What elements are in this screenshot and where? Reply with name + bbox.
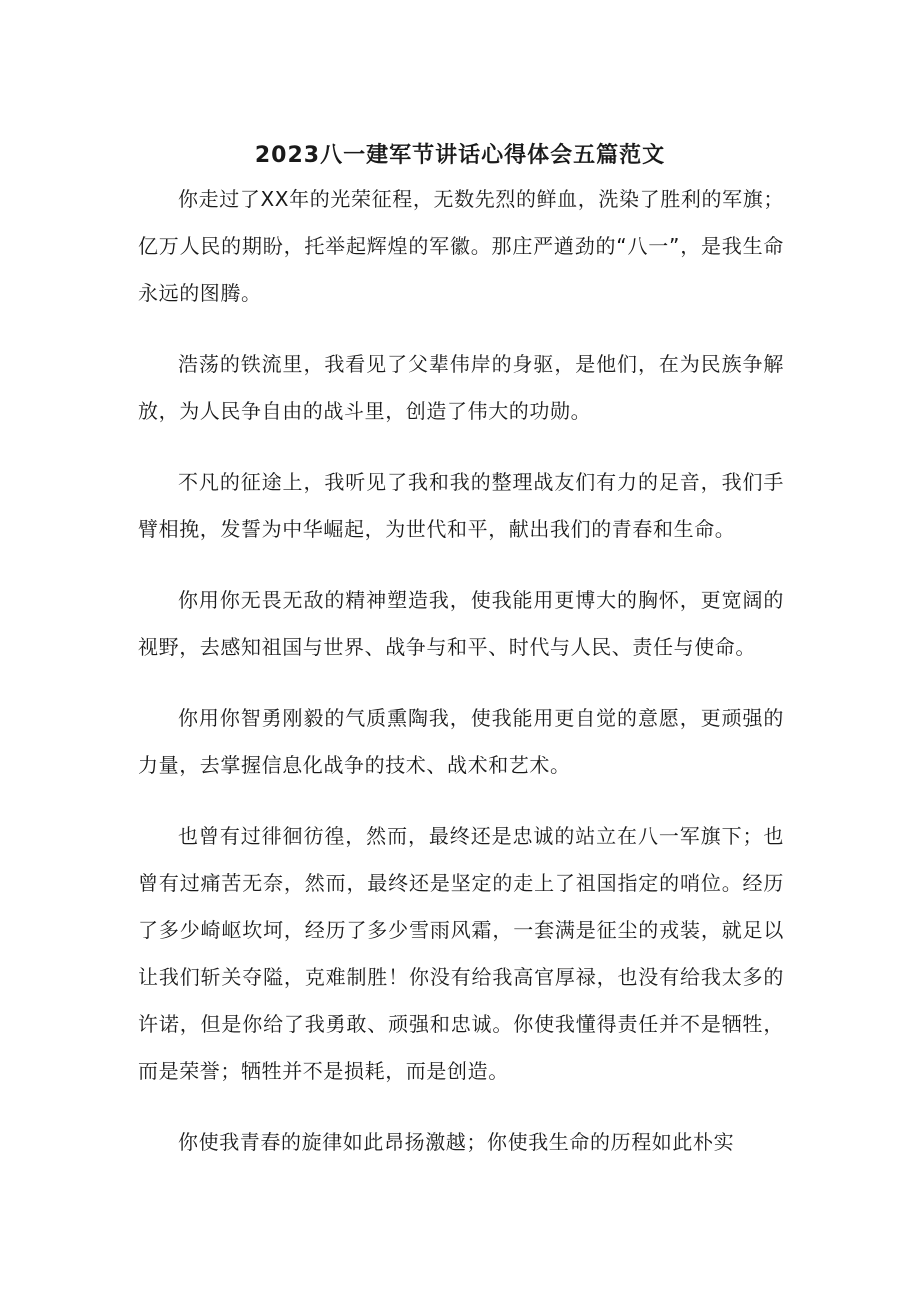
paragraph-7: 你使我青春的旋律如此昂扬激越；你使我生命的历程如此朴实 — [178, 1130, 735, 1154]
paragraph-4: 你用你无畏无敌的精神塑造我，使我能用更博大的胸怀，更宽阔的视野，去感知祖国与世界、战争与和平、时代与人民、责任与使命。 — [138, 588, 784, 659]
paragraph-3: 不凡的征途上，我听见了我和我的整理战友们有力的足音，我们手臂相挽，发誓为中华崛起，为世代和平，献出我们的青春和生命。 — [138, 470, 784, 541]
paragraph-5: 你用你智勇刚毅的气质熏陶我，使我能用更自觉的意愿，更顽强的力量，去掌握信息化战争的技术、战术和艺术。 — [138, 706, 784, 777]
paragraph-6: 也曾有过徘徊彷徨，然而，最终还是忠诚的站立在八一军旗下；也曾有过痛苦无奈，然而，最终还是坚定的走上了祖国指定的哨位。经历了多少崎岖坎坷，经历了多少雪雨风霜，一套满是征尘的戎装，就足以让我们斩关夺隘，克难制胜！你没有给我高官厚禄，也没有给我太多的许诺，但是你给了我勇敢、顽强和忠诚。你使我懂得责任并不是牺牲，而是荣誉；牺牲并不是损耗，而是创造。 — [138, 824, 784, 1083]
paragraph-1: 你走过了XX年的光荣征程，无数先烈的鲜血，洗染了胜利的军旗；亿万人民的期盼，托举起辉煌的军徽。那庄严遒劲的“八一”，是我生命永远的图腾。 — [138, 187, 784, 305]
document-title: 2023八一建军节讲话心得体会五篇范文 — [254, 143, 666, 168]
document-body — [138, 176, 784, 1190]
paragraph-2: 浩荡的铁流里，我看见了父辈伟岸的身驱，是他们，在为民族争解放，为人民争自由的战斗里，创造了伟大的功勋。 — [138, 352, 784, 423]
